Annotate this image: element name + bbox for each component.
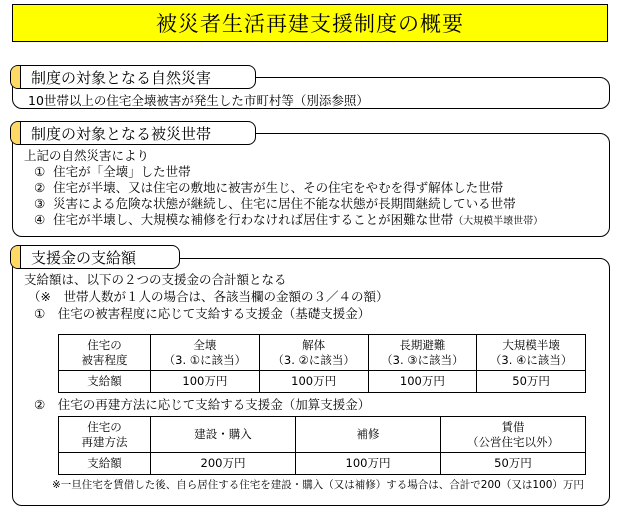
extra-col-2: 補修: [296, 417, 441, 453]
section-disaster-heading-text: 制度の対象となる自然災害: [31, 68, 212, 87]
household-intro: 上記の自然災害により: [24, 148, 150, 163]
household-item-4-text: 住宅が半壊し、大規模な補修を行わなければ居住することが困難な世帯: [53, 212, 454, 227]
extra-support-title: ② 住宅の再建方法に応じて支給する支援金（加算支援金）: [34, 397, 371, 412]
payment-line-1: 支給額は、以下の２つの支援金の合計額となる: [24, 272, 287, 287]
extra-col-3-sub: （公営住宅以外）: [467, 434, 559, 449]
extra-col-3-label: 賃借: [501, 419, 525, 434]
extra-amount-label: 支給額: [59, 453, 151, 475]
basic-col-2-sub: （3. ②に該当）: [272, 352, 355, 367]
household-item-4: [34, 212, 543, 230]
household-item-4-note: （大規模半壊世帯）: [453, 216, 544, 227]
payment-line-2: （※ 世帯人数が１人の場合は、各該当欄の金額の３／４の額）: [28, 289, 389, 304]
extra-support-table: [58, 416, 586, 475]
household-item-3: [34, 196, 516, 212]
extra-row-header: [59, 417, 151, 453]
section-payment-heading: [10, 245, 180, 269]
extra-amount-3: 50万円: [441, 453, 586, 475]
basic-col-4: [477, 335, 586, 371]
basic-col-1-label: 全壊: [193, 337, 217, 352]
basic-col-2: [259, 335, 368, 371]
basic-row-header: [59, 335, 151, 371]
extra-amount-1: 200万円: [151, 453, 296, 475]
household-item-1: [34, 164, 191, 180]
table-row: [59, 453, 586, 475]
basic-col-3-sub: （3. ③に該当）: [381, 352, 464, 367]
basic-amount-3: 100万円: [368, 371, 477, 393]
extra-col-1: 建設・購入: [151, 417, 296, 453]
section-household-heading-text: 制度の対象となる被災世帯: [31, 124, 212, 143]
household-item-2-num: ②: [34, 180, 46, 195]
section-disaster-heading: [10, 65, 256, 89]
table-row: [59, 335, 586, 371]
basic-amount-1: 100万円: [151, 371, 260, 393]
table-row: [59, 371, 586, 393]
basic-col-4-sub: （3. ④に該当）: [489, 352, 573, 367]
basic-col-1-sub: （3. ①に該当）: [163, 352, 247, 367]
basic-amount-label: 支給額: [59, 371, 151, 393]
section-payment-heading-text: 支援金の支給額: [31, 248, 137, 267]
basic-row-header-line1: 住宅の: [87, 337, 122, 352]
basic-support-title: ① 住宅の被害程度に応じて支給する支援金（基礎支援金）: [34, 306, 371, 321]
household-item-4-num: ④: [34, 212, 46, 227]
household-item-3-text: 災害による危険な状態が継続し、住宅に居住不能な状態が長期間継続している世帯: [53, 196, 516, 211]
household-item-1-num: ①: [34, 164, 46, 179]
basic-amount-4: 50万円: [477, 371, 586, 393]
extra-col-3: [441, 417, 586, 453]
basic-amount-2: 100万円: [259, 371, 368, 393]
household-item-3-num: ③: [34, 196, 46, 211]
extra-row-header-line1: 住宅の: [87, 419, 122, 434]
extra-row-header-line2: 再建方法: [81, 434, 128, 449]
section-household-heading: [10, 121, 256, 145]
household-item-2-text: 住宅が半壊、又は住宅の敷地に被害が生じ、その住宅をやむを得ず解体した世帯: [53, 180, 504, 195]
basic-row-header-line2: 被害程度: [81, 352, 128, 367]
section-disaster-body: 10世帯以上の住宅全壊被害が発生した市町村等（別添参照）: [28, 93, 369, 108]
basic-col-3-label: 長期避難: [399, 337, 446, 352]
basic-col-4-label: 大規模半壊: [502, 337, 560, 352]
household-item-2: [34, 180, 503, 196]
basic-col-2-label: 解体: [302, 337, 326, 352]
basic-col-1: [151, 335, 260, 371]
basic-col-3: [368, 335, 477, 371]
basic-support-table: [58, 334, 586, 393]
table-row: [59, 417, 586, 453]
household-item-1-text: 住宅が「全壊」した世帯: [53, 164, 191, 179]
page-title: 被災者生活再建支援制度の概要: [12, 4, 608, 42]
extra-amount-2: 100万円: [296, 453, 441, 475]
payment-footnote: ※一旦住宅を賃借した後、自ら居住する住宅を建設・購入（又は補修）する場合は、合計で200（又は100）万円: [52, 479, 584, 491]
